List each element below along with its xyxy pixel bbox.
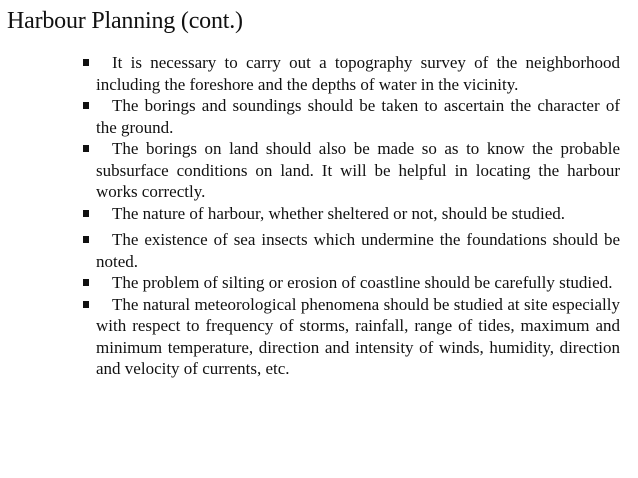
bullet-item [96,229,620,272]
bullet-text: The nature of harbour, whether sheltered or not, should be studied. [112,203,565,223]
bullet-text: It is necessary to carry out a topography survey of the neighborhood including the foreshore and the depths of water in the vicinity. [96,53,620,94]
bullet-item [96,272,620,294]
bullet-item [96,52,620,95]
bullet-text: The problem of silting or erosion of coastline should be carefully studied. [112,273,613,292]
bullet-text: The borings and soundings should be taken to ascertain the character of the ground. [96,96,620,137]
bullet-list [96,52,620,380]
square-bullet-icon [83,59,89,66]
square-bullet-icon [83,210,89,217]
bullet-item [96,138,620,203]
square-bullet-icon [83,279,89,286]
bullet-item [96,95,620,138]
slide-title: Harbour Planning (cont.) [7,8,243,34]
square-bullet-icon [83,236,89,243]
square-bullet-icon [83,145,89,152]
bullet-item [96,294,620,380]
square-bullet-icon [83,102,89,109]
square-bullet-icon [83,301,89,308]
bullet-text: The natural meteorological phenomena should be studied at site especially with respect to frequency of storms, rainfall, range of tides, maximum and minimum temperature, direction and intensity of winds, humidity, direction and velocity of currents, etc. [96,294,620,378]
bullet-text: The borings on land should also be made so as to know the probable subsurface conditions on land. It will be helpful in locating the harbour works correctly. [96,139,620,201]
bullet-item [96,203,620,225]
bullet-text: The existence of sea insects which undermine the foundations should be noted. [96,230,620,271]
